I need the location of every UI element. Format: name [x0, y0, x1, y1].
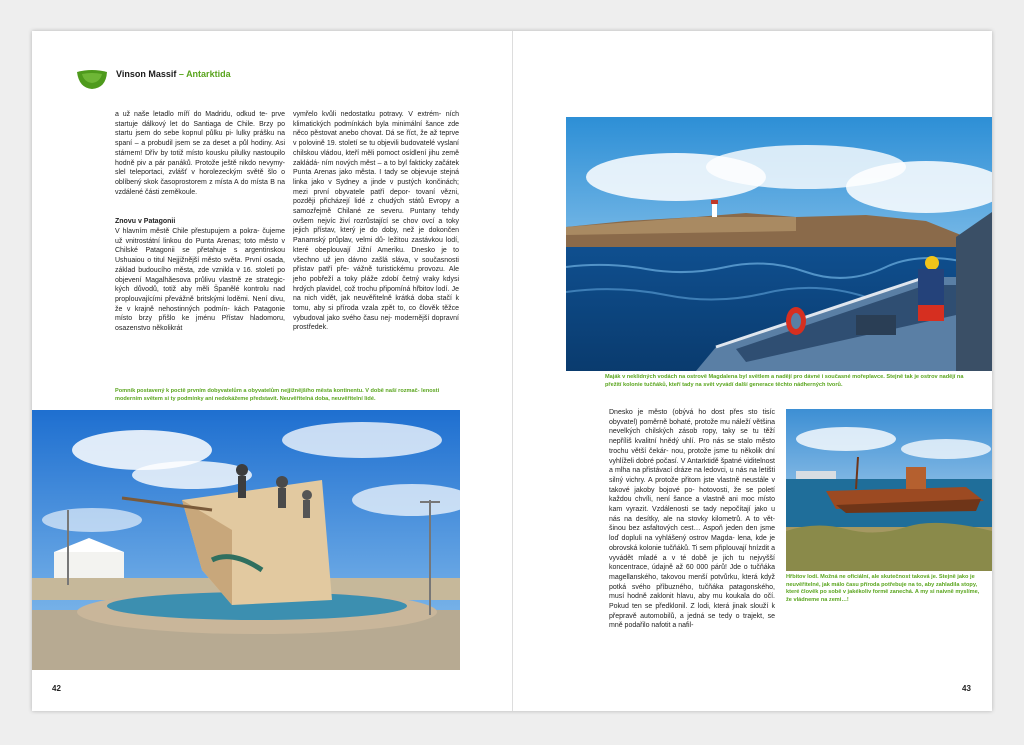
- body-paragraph-2: vymřelo kvůli nedostatku potravy. V extrém- ních klimatických podmínkách byla minimální šance zde něco pěstovat anebo chovat. Dá se říct, že až teprve v polovině 19. století se tu objevili budovatelé vyslaní chilskou vládou, kteří měli pomoct osídlení jihu země zakládá- ním nových měst – a to byl fakticky začátek Punta Arenas jako města. I tady se objevuje stejná linka jako v Sydney a jinde v pustých končinách; mezi první obyvatele patří depor- tovaní vězni, později přicházejí lidé z chudých států Evropy a samozřejmě Chilané ze severu. Puntany tehdy ovšem nejvíc živí rozrůstající se chov ovcí a toky jejich přístav, který je do doby, než je dokončen Panamský průplav, velmi dů- ležitou zastávkou lodí, které obeplouvají Jižní Ameriku. Dnesko je to všechno už jen dávno zašlá sláva, v současnosti přístav patří pře- vážně turistickému provozu. Ale jeho pobřeží a toky pláže zdobí četný vraky kdysi hrdých plavidel, což trochu připomíná hřbitov lodí. Je na nich vidět, jak neuvěřitelně krátká doba stačí k tomu, aby si příroda vzala zpět to, co člověk těžce vybudoval jako svého času nej- modernější dopravní prostředek.: [293, 111, 459, 332]
- header-separator: –: [178, 69, 184, 79]
- intro-paragraph: a už naše letadlo míří do Madridu, odkud te- prve startuje dálkový let do Santiaga de Chile. Brzy po startu jsem do sebe kopnul půlku pi- lulky prášku na spaní – a probudil jsem se za deset a půl hodiny. Asi stárnem! Dřív by totiž místo kousku pilulky nastoupilo hodně piv a pár panáků. Protože ještě nikdo nevymy- slel teleportaci, zvlášť v horolezeckým světě šlo o oblíbený skok časoprostorem z místa A do místa B na vzdálené části zeměkoule.: [115, 111, 285, 196]
- header-author: Vinson Massif: [116, 69, 177, 79]
- page-number-left: 42: [52, 684, 61, 693]
- section-heading: Znovu v Patagonii: [115, 218, 176, 226]
- header-place: Antarktida: [186, 69, 231, 79]
- lighthouse-caption: Maják v neklidných vodách na ostrově Magdalena byl světlem a nadějí pro dávné i současné mořeplavce. Stejně tak je ostrov nadějí na přežití kolonie tučňáků, kteří tady na svět vyvádí další generace těchto nádherných tvorů.: [605, 374, 964, 388]
- right-column: [609, 408, 775, 631]
- shipwreck-caption: Hřbitov lodí. Možná ne oficiální, ale skutečnost taková je. Stejně jako je neuvěřitelné, jak málo času příroda potřebuje na to, aby zahladila stopy, které člověk po sobě v jakékoliv formě zanechá. A my si naivně myslíme, že vládneme na zemi…!: [786, 574, 980, 603]
- page-number-right: 43: [962, 684, 971, 693]
- leaf-logo-icon: [76, 68, 108, 90]
- body-paragraph: V hlavním městě Chile přestupujem a pokra- čujeme už vnitrostátní linkou do Punta Arenas; toto město v Chilské Patagonii se přetahuje s argentinskou Ushuaiou o titul Nejjižnější město světa. První osada, základ budoucího města, zde vznikla v 16. století po objevení Magalhãesova průlivu vlastně ze strategic- kých důvodů, totiž aby měli Španělé kontrolu nad proplouvajícími převážně britskými loděmi. Není divu, že v krajně nehostinných podmín- kách Patagonie místo brzy přišlo ke jménu Přístav hladomoru, osazenstvo několikrát: [115, 228, 285, 333]
- lighthouse-photo: [566, 117, 992, 371]
- page-gutter: [512, 31, 513, 711]
- left-column-2: [293, 110, 459, 333]
- left-column-1: [115, 110, 285, 334]
- monument-photo: [32, 410, 460, 670]
- header-text: [116, 69, 231, 79]
- monument-caption: Pomník postavený k poctě prvním dobyvatelům a obyvatelům nejjižnějšího města kontinentu. V době naší rozmač- lenosti moderním světem si ty podmínky ani nedokážeme představit. Neuvěřitelná doba, neuvěřitelní lidé.: [115, 388, 440, 402]
- right-body-paragraph: Dnesko je město (obývá ho dost přes sto tisíc obyvatel) poměrně bohaté, protože mu náleží většina nevelkých chilských zásob ropy, taky se tu těží nepříliš kvalitní hnědý uhlí. Pro nás se stalo město trochu větší čekár- nou, protože jsme tu několik dní vyhlíželi dobré počasí. V Antarktidě špatné viditelnost a mlha na přistávací dráze na ledovci, u nás na letišti silný vichry. A protože přitom jste vlastně neustále v takové jakoby bojové po- hotovosti, že se poletí každou chvíli, není šance a vlastně ani moc místo kam vyrazit. Vzdálenosti se tady nepočítají jako u nás na desítky, ale na stovky kilometrů. A to vět- šinou bez asfaltových cest… Aspoň jeden den jsme loď dopluli na vyhlášený ostrov Magda- lena, kde je obrovská kolonie tučňáků. Ti sem připlouvají hnízdit a vyvádět mladé a v té době je jich tu nejvyšší koncentrace, údajně až 60 000 párů! Jde o tučňáka magellanského, takovou menší potvůrku, která když potká svého příbuzného, tučňáka patagonského, musí hodně zaklonit hlavu, aby mu koukala do očí. Pokud ten se předklonil. Z lodi, která jinak slouží k přepravě automobilů, a jedná se tedy o trajekt, se mně podařilo nafotit a nafil-: [609, 409, 775, 630]
- shipwreck-photo: [786, 409, 992, 571]
